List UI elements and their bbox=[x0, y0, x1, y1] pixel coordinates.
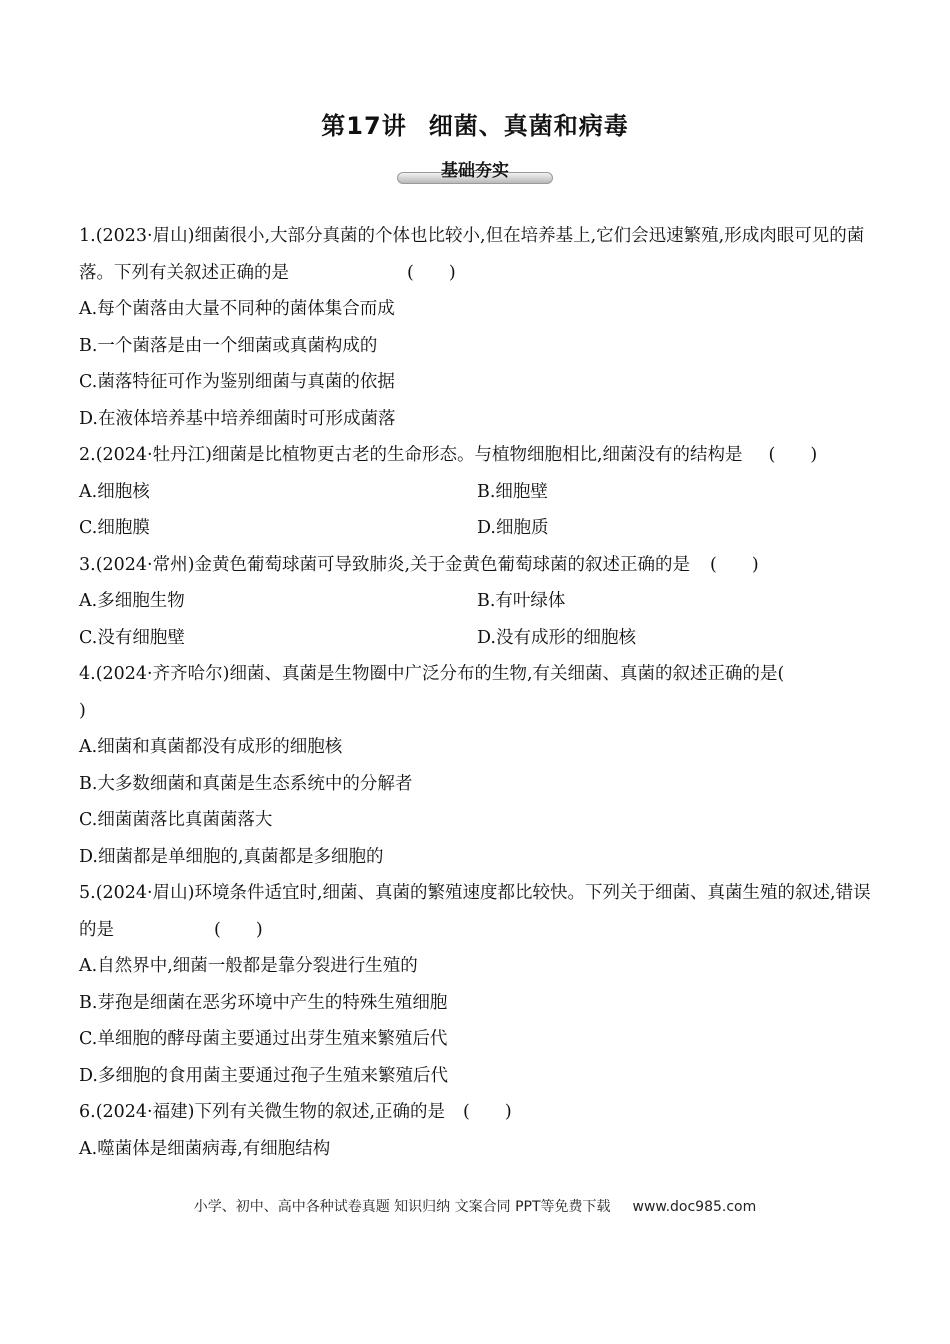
option-d[interactable]: D.多细胞的食用菌主要通过孢子生殖来繁殖后代 bbox=[79, 1065, 448, 1086]
question-list bbox=[79, 218, 875, 1167]
option-d[interactable]: D.细胞质 bbox=[477, 518, 549, 538]
question-stem: 2.(2024·牡丹江)细菌是比植物更古老的生命形态。与植物细胞相比,细菌没有的结构是 ( ) bbox=[79, 445, 818, 465]
question-stem: 4.(2024·齐齐哈尔)细菌、真菌是生物圈中广泛分布的生物,有关细菌、真菌的叙述正确的是( bbox=[79, 664, 785, 684]
option-b[interactable]: B.细胞壁 bbox=[477, 481, 548, 502]
question-3 bbox=[79, 547, 875, 657]
option-d[interactable]: D.细菌都是单细胞的,真菌都是多细胞的 bbox=[79, 846, 384, 867]
question-stem: 5.(2024·眉山)环境条件适宜时,细菌、真菌的繁殖速度都比较快。下列关于细菌、真菌生殖的叙述,错误的是 ( ) bbox=[79, 883, 871, 940]
option-c[interactable]: C.细胞膜 bbox=[79, 518, 150, 538]
option-b[interactable]: B.芽孢是细菌在恶劣环境中产生的特殊生殖细胞 bbox=[79, 992, 448, 1013]
option-d[interactable]: D.没有成形的细胞核 bbox=[477, 627, 636, 648]
option-a[interactable]: A.细菌和真菌都没有成形的细胞核 bbox=[79, 737, 343, 757]
option-a[interactable]: A.自然界中,细菌一般都是靠分裂进行生殖的 bbox=[79, 956, 418, 976]
option-c[interactable]: C.没有细胞壁 bbox=[79, 627, 185, 648]
question-stem: 6.(2024·福建)下列有关微生物的叙述,正确的是 ( ) bbox=[79, 1102, 512, 1122]
option-c[interactable]: C.菌落特征可作为鉴别细菌与真菌的依据 bbox=[79, 372, 395, 392]
option-d[interactable]: D.在液体培养基中培养细菌时可形成菌落 bbox=[79, 408, 396, 429]
page-title bbox=[0, 106, 950, 141]
option-a[interactable]: A.每个菌落由大量不同种的菌体集合而成 bbox=[79, 299, 395, 319]
option-a[interactable]: A.多细胞生物 bbox=[79, 591, 185, 611]
question-stem: 3.(2024·常州)金黄色葡萄球菌可导致肺炎,关于金黄色葡萄球菌的叙述正确的是 ( ) bbox=[79, 554, 759, 575]
question-1 bbox=[79, 218, 875, 437]
page-footer bbox=[0, 1196, 950, 1216]
option-a[interactable]: A.噬菌体是细菌病毒,有细胞结构 bbox=[79, 1138, 331, 1159]
option-b[interactable]: B.一个菌落是由一个细菌或真菌构成的 bbox=[79, 335, 378, 356]
footer-site-link[interactable]: www.doc985.com bbox=[632, 1199, 757, 1215]
question-paren: ) bbox=[79, 700, 86, 721]
option-a[interactable]: A.细胞核 bbox=[79, 481, 150, 502]
question-4 bbox=[79, 656, 875, 875]
lecture-topic: 细菌、真菌和病毒 bbox=[428, 112, 629, 140]
question-stem: 1.(2023·眉山)细菌很小,大部分真菌的个体也比较小,但在培养基上,它们会迅速繁殖,形成肉眼可见的菌落。下列有关叙述正确的是 ( ) bbox=[79, 226, 865, 283]
footer-text: 小学、初中、高中各种试卷真题 知识归纳 文案合同 PPT等免费下载 bbox=[193, 1199, 611, 1215]
question-2 bbox=[79, 437, 875, 547]
question-5 bbox=[79, 875, 875, 1094]
option-b[interactable]: B.大多数细菌和真菌是生态系统中的分解者 bbox=[79, 773, 413, 794]
section-label: 基础夯实 bbox=[441, 161, 509, 181]
option-c[interactable]: C.细菌菌落比真菌菌落大 bbox=[79, 810, 273, 830]
option-c[interactable]: C.单细胞的酵母菌主要通过出芽生殖来繁殖后代 bbox=[79, 1029, 448, 1049]
option-b[interactable]: B.有叶绿体 bbox=[477, 591, 566, 611]
lecture-number: 第17讲 bbox=[321, 112, 407, 140]
question-6 bbox=[79, 1094, 875, 1167]
section-badge bbox=[397, 160, 553, 186]
